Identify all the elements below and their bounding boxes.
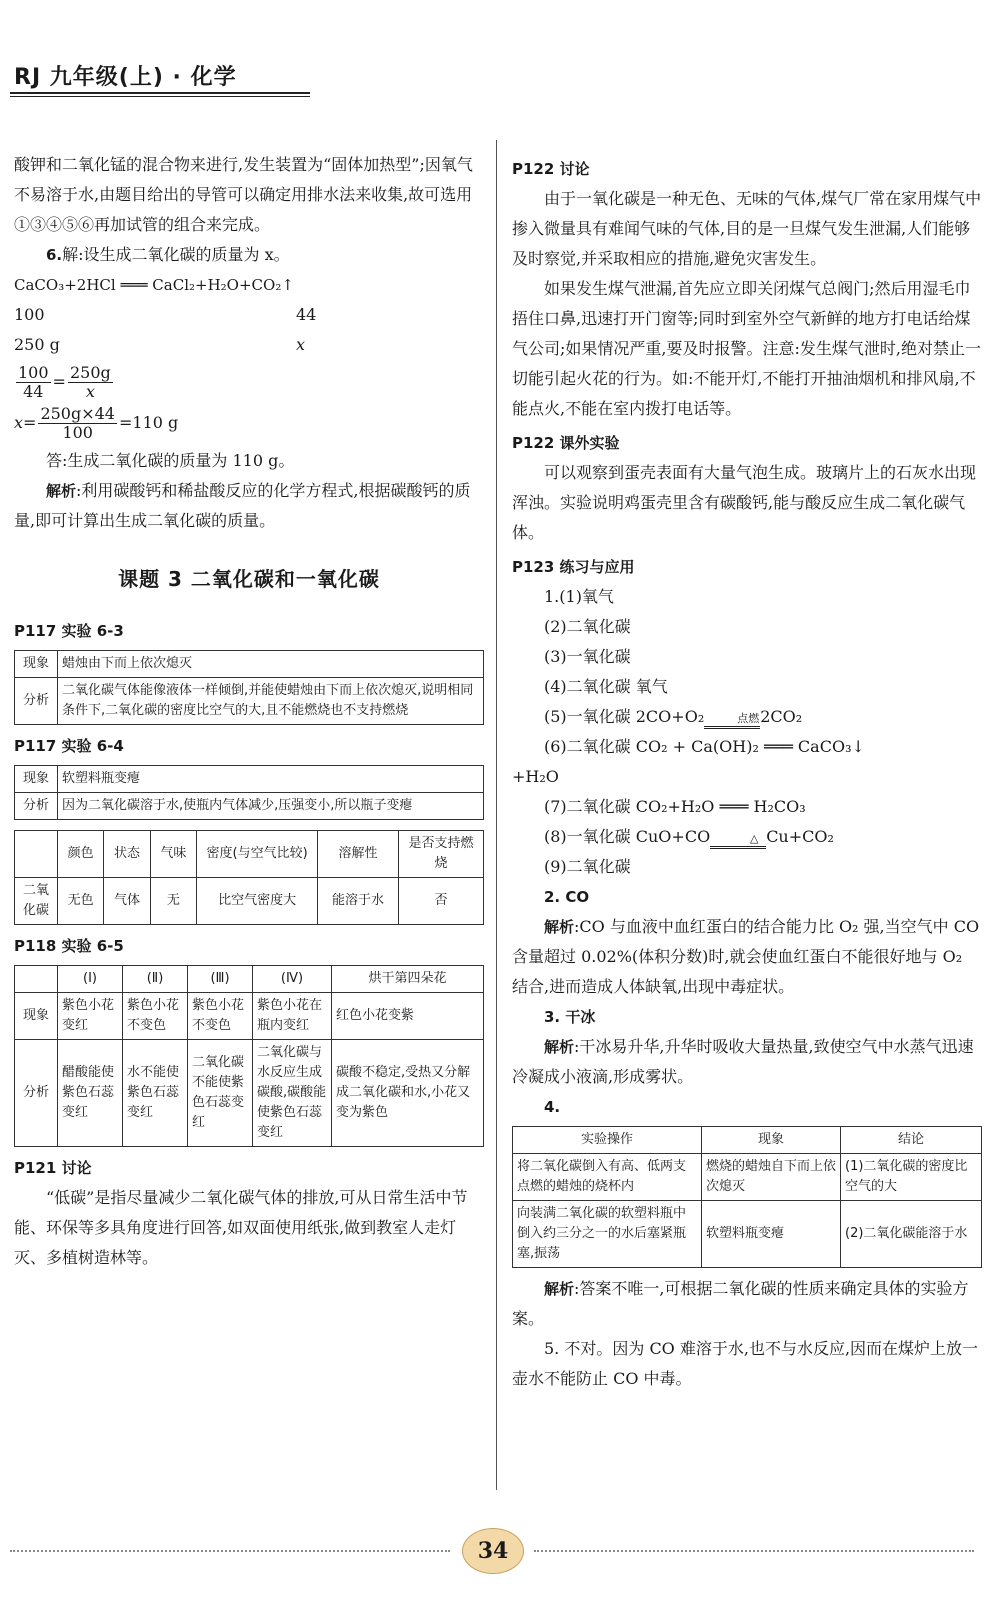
q5: 5. 不对。因为 CO 难溶于水,也不与水反应,因而在煤炉上放一壶水不能防止 CO 中毒。 — [512, 1339, 979, 1388]
header-rule-thin — [10, 96, 310, 97]
q4-analysis: 解析:答案不唯一,可根据二氧化碳的性质来确定具体的实验方案。 — [512, 1279, 969, 1328]
header-rule — [10, 92, 310, 94]
exp64-title: P117 实验 6-4 — [14, 737, 124, 755]
q6-row2: 250 g x — [14, 335, 306, 354]
p123-item-9: (9)二氧化碳 — [544, 857, 631, 876]
footer-dots-left — [10, 1550, 450, 1552]
q6-calc: x= $\frac{250g\times 44}{100}$ =110 g — [14, 404, 179, 442]
p122b-title: P122 课外实验 — [512, 434, 620, 452]
intro-text: 酸钾和二氧化锰的混合物来进行,发生装置为“固体加热型”;因氧气不易溶于水,由题目给出的导管可以确定用排水法来收集,故可选用①③④⑤⑥再加试管的组合来完成。 — [14, 155, 473, 234]
section-title: 课题 3 二氧化碳和一氧化碳 — [118, 567, 380, 591]
p123-title: P123 练习与应用 — [512, 558, 635, 576]
q6-proportion: $\frac{100}{44}$ = $\frac{250g}{x}$ — [18, 363, 111, 401]
p123-item-6: (6)二氧化碳 CO₂ + Ca(OH)₂ ═══ CaCO₃↓ — [544, 737, 865, 756]
column-divider — [496, 140, 497, 1490]
q6-row1: 100 44 — [14, 305, 317, 324]
q6-analysis: 解析:利用碳酸钙和稀盐酸反应的化学方程式,根据碳酸钙的质量,即可计算出生成二氧化碳的质量。 — [14, 481, 471, 530]
q2: 2. CO — [544, 888, 590, 906]
p123-item-3: (3)一氧化碳 — [544, 647, 631, 666]
q6-equation: CaCO₃+2HCl ═══ CaCl₂+H₂O+CO₂↑ — [14, 276, 294, 294]
p121-text: “低碳”是指尽量减少二氧化碳气体的排放,可从日常生活中节能、环保等多具角度进行回答,如双面使用纸张,做到教室人走灯灭、多植树造林等。 — [14, 1188, 468, 1267]
p123-item-7: (7)二氧化碳 CO₂+H₂O ═══ H₂CO₃ — [544, 797, 806, 816]
exp63-title: P117 实验 6-3 — [14, 622, 124, 640]
left-column — [14, 150, 484, 1273]
right-column — [512, 150, 982, 1394]
q6-text: 6.解:设生成二氧化碳的质量为 x。 — [46, 245, 290, 264]
co2-properties-table: 颜色 状态 气味 密度(与空气比较) 溶解性 是否支持燃烧 二氧化碳 无色 气体 无 比空气密度大 能溶于水 否 — [14, 830, 484, 925]
exp63-table: 现象 蜡烛由下而上依次熄灭 分析 二氧化碳气体能像液体一样倾倒,并能使蜡烛由下而上依次熄灭,说明相同条件下,二氧化碳的密度比空气的大,且不能燃烧也不支持燃烧 — [14, 650, 484, 725]
p122a-para1: 由于一氧化碳是一种无色、无味的气体,煤气厂常在家用煤气中掺入微量具有难闻气味的气体,目的是一旦煤气发生泄漏,人们能够及时察觉,并采取相应的措施,避免灾害发生。 — [512, 189, 982, 268]
p123-item-6b: +H₂O — [512, 767, 559, 786]
p121-title: P121 讨论 — [14, 1159, 92, 1177]
p122a-title: P122 讨论 — [512, 160, 590, 178]
p122b-text: 可以观察到蛋壳表面有大量气泡生成。玻璃片上的石灰水出现浑浊。实验说明鸡蛋壳里含有碳酸钙,能与酸反应生成二氧化碳气体。 — [512, 463, 977, 542]
q6-answer: 答:生成二氧化碳的质量为 110 g。 — [46, 451, 295, 470]
q3: 3. 干冰 — [544, 1008, 596, 1026]
page-footer — [0, 1528, 996, 1578]
q3-analysis: 解析:干冰易升华,升华时吸收大量热量,致使空气中水蒸气迅速冷凝成小液滴,形成雾状。 — [512, 1037, 974, 1086]
page-header: RJ 九年级(上) · 化学 — [14, 65, 237, 90]
q4-table: 实验操作 现象 结论 将二氧化碳倒入有高、低两支点燃的蜡烛的烧杯内 燃烧的蜡烛自下而上依次熄灭 (1)二氧化碳的密度比空气的大 向装满二氧化碳的软塑料瓶中倒入约三分之一的水后塞紧瓶塞,振荡 软塑料瓶变瘪 (2)二氧化碳能溶于水 — [512, 1126, 982, 1268]
p123-item-4: (4)二氧化碳 氧气 — [544, 677, 668, 696]
p123-item-8: (8)一氧化碳 CuO+CO △ Cu+CO₂ — [512, 822, 982, 852]
footer-dots-right — [534, 1550, 974, 1552]
q4: 4. — [544, 1098, 561, 1116]
p122a-para2: 如果发生煤气泄漏,首先应立即关闭煤气总阀门;然后用湿毛巾捂住口鼻,迅速打开门窗等;同时到室外空气新鲜的地方打电话给煤气公司;如果情况严重,要及时报警。注意:发生煤气泄时,绝对禁止一切能引起火花的行为。如:不能开灯,不能打开抽油烟机和排风扇,不能点火,不能在室内拨打电话等。 — [512, 279, 981, 418]
page-number: 34 — [462, 1528, 524, 1574]
exp64-table: 现象 软塑料瓶变瘪 分析 因为二氧化碳溶于水,使瓶内气体减少,压强变小,所以瓶子变瘪 — [14, 765, 484, 820]
p123-item-1: 1.(1)氧气 — [544, 587, 614, 606]
q2-analysis: 解析:CO 与血液中血红蛋白的结合能力比 O₂ 强,当空气中 CO 含量超过 0.02%(体积分数)时,就会使血红蛋白不能很好地与 O₂ 结合,进而造成人体缺氧,出现中毒症状。 — [512, 917, 980, 996]
exp65-table: (Ⅰ) (Ⅱ) (Ⅲ) (Ⅳ) 烘干第四朵花 现象 紫色小花变红 紫色小花不变色 紫色小花不变色 紫色小花在瓶内变红 红色小花变紫 分析 醋酸能使紫色石蕊变红 水不能使紫色石蕊变红 二氧化碳不能使紫色石蕊变红 二氧化碳与水反应生成碳酸,碳酸能使紫色石蕊变红 碳酸不稳定,受热又分解成二氧化碳和水,小花又变为紫色 — [14, 965, 484, 1147]
exp65-title: P118 实验 6-5 — [14, 937, 124, 955]
p123-item-2: (2)二氧化碳 — [544, 617, 631, 636]
p123-item-5: (5)一氧化碳 2CO+O₂ 点燃 2CO₂ — [512, 702, 982, 732]
